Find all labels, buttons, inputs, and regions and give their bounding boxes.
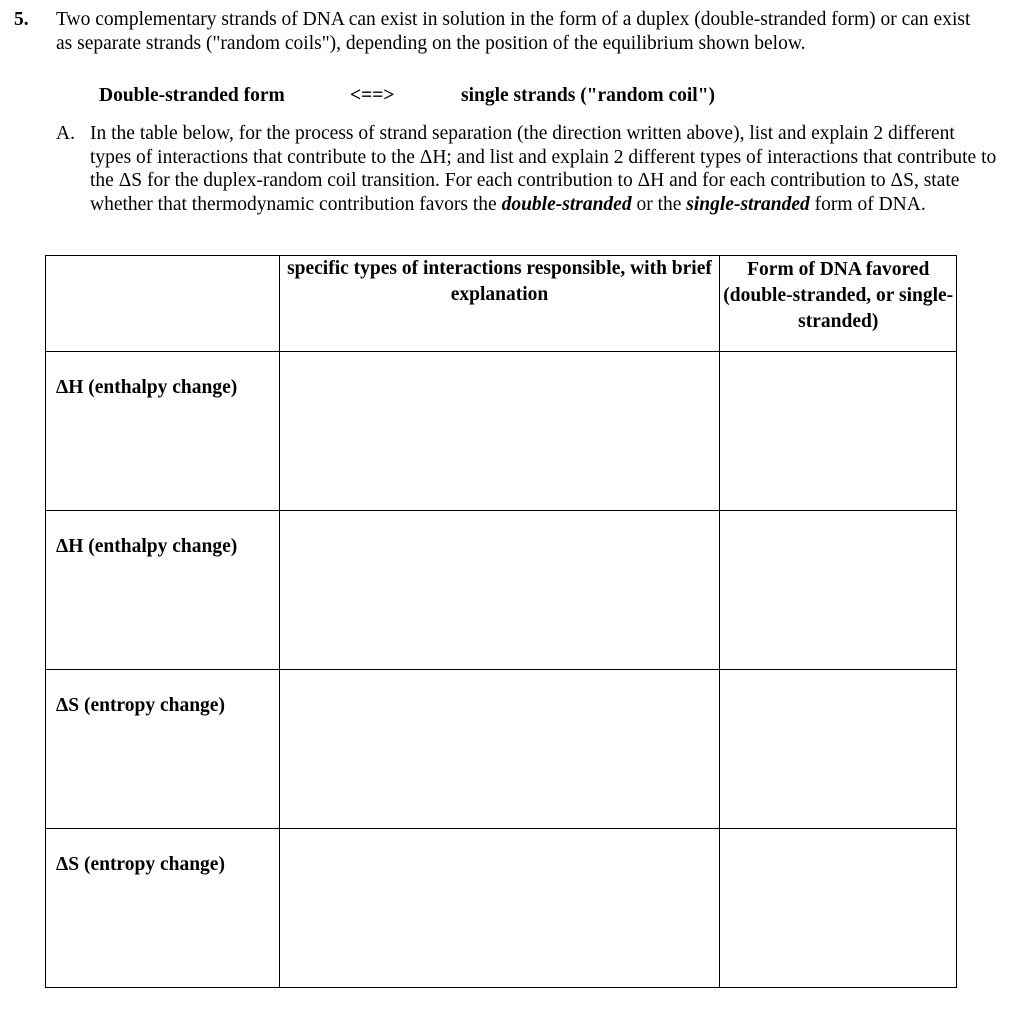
part-a-instructions — [90, 122, 1000, 216]
header-interactions: specific types of interactions responsible, with brief explanation — [279, 256, 720, 352]
answer-table — [45, 255, 957, 988]
row-label: ΔH (enthalpy change) — [46, 352, 280, 511]
part-a-text-1: In the table below, for the process of strand separation (the direction written above), list and explain 2 different types of interactions that contribute to the ΔH; and list and explain 2 different types of interactions that contribute to the ΔS for the duplex-random coil transition. For each contribution to ΔH and for each contribution to ΔS, state whether that thermodynamic contribution favors the — [90, 123, 997, 215]
question-number: 5. — [14, 9, 29, 30]
header-form-favored: Form of DNA favored (double-stranded, or single-stranded) — [720, 256, 957, 352]
favored-cell[interactable] — [720, 829, 957, 988]
table-row — [46, 511, 957, 670]
part-a-text-2: or the — [631, 193, 687, 215]
interactions-cell[interactable] — [279, 670, 720, 829]
equation-left: Double-stranded form — [99, 85, 285, 106]
row-label: ΔH (enthalpy change) — [46, 511, 280, 670]
interactions-cell[interactable] — [279, 829, 720, 988]
row-label: ΔS (entropy change) — [46, 829, 280, 988]
table-row — [46, 670, 957, 829]
favored-cell[interactable] — [720, 670, 957, 829]
interactions-cell[interactable] — [279, 511, 720, 670]
interactions-cell[interactable] — [279, 352, 720, 511]
part-a-letter: A. — [56, 123, 75, 144]
part-a-emph-double: double-stranded — [501, 193, 632, 215]
equation-arrow: <==> — [350, 85, 395, 106]
row-label: ΔS (entropy change) — [46, 670, 280, 829]
header-empty — [46, 256, 280, 352]
equation-right: single strands ("random coil") — [461, 85, 716, 106]
table-header-row — [46, 256, 957, 352]
part-a-emph-single: single-stranded — [686, 193, 810, 215]
table-row — [46, 829, 957, 988]
question-intro: Two complementary strands of DNA can exist in solution in the form of a duplex (double-stranded form) or can exist as separate strands ("random coils"), depending on the position of the equilibrium shown below. — [56, 9, 971, 54]
favored-cell[interactable] — [720, 511, 957, 670]
table-row — [46, 352, 957, 511]
favored-cell[interactable] — [720, 352, 957, 511]
part-a-text-3: form of DNA. — [809, 193, 926, 215]
